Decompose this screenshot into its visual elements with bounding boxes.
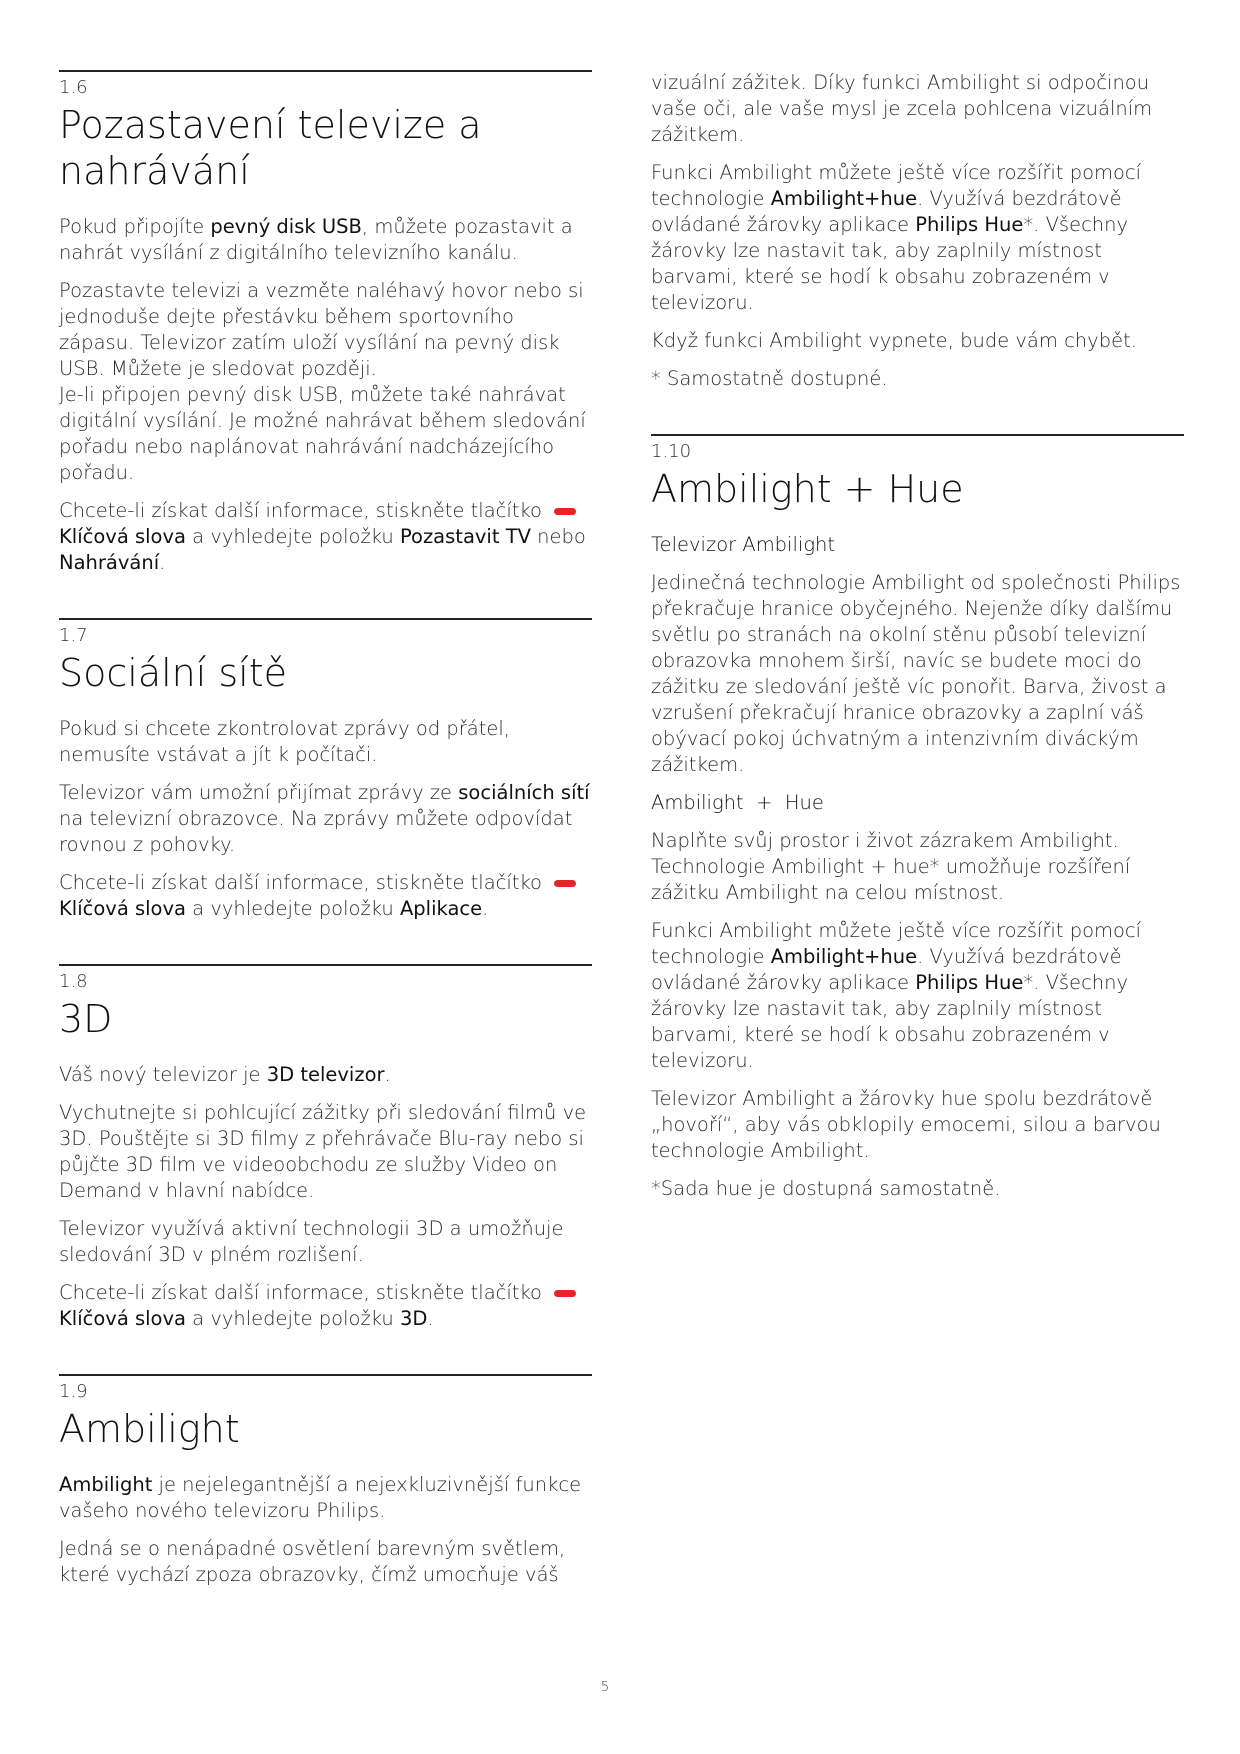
highlight-text: pevný disk USB	[210, 215, 362, 238]
section-number: 1.10	[651, 441, 692, 462]
section-title: Pozastavení televize a nahrávání	[59, 103, 482, 193]
text: je nejelegantnější a nejexkluzivnější funkce vašeho nového televizoru Philips.	[59, 1473, 582, 1522]
text: . Využívá bezdrátově ovládané žárovky aplikace	[651, 945, 1122, 994]
paragraph: Naplňte svůj prostor i život zázrakem Ambilight. Technologie Ambilight + hue* umožňuje rozšíření zážitku Ambilight na celou místnost.	[651, 829, 1131, 904]
text: Televizor vám umožní přijímat zprávy ze	[59, 781, 459, 804]
highlight-text: Klíčová slova	[59, 897, 186, 920]
text: Ambilight	[651, 791, 744, 814]
text: Funkci Ambilight můžete ještě více rozšířit pomocí technologie	[651, 919, 1142, 968]
paragraph	[59, 1472, 592, 1524]
section-rule	[59, 70, 592, 98]
section-pause-recording	[59, 70, 592, 576]
section-number: 1.8	[59, 971, 88, 992]
highlight-text: Pozastavit TV	[399, 525, 531, 548]
text: , můžete pozastavit a nahrát vysílání z digitálního televizního kanálu.	[59, 215, 573, 264]
section-title: Ambilight	[59, 1407, 240, 1451]
text: *. Všechny žárovky lze nastavit tak, aby zaplnily místnost barvami, které se hodí k obsahu zobrazeném v televizoru.	[651, 213, 1129, 314]
paragraph: Když funkci Ambilight vypnete, bude vám chybět.	[651, 329, 1137, 352]
section-rule	[59, 618, 592, 646]
footnote: * Samostatně dostupné.	[651, 367, 888, 390]
text: Váš nový televizor je	[59, 1063, 267, 1086]
text: *. Všechny žárovky lze nastavit tak, aby zaplnily místnost barvami, které se hodí k obsahu zobrazeném v televizoru.	[651, 971, 1129, 1072]
red-key-icon	[554, 508, 576, 515]
footnote: *Sada hue je dostupná samostatně.	[651, 1177, 1001, 1200]
text: .	[482, 897, 489, 920]
paragraph	[651, 918, 1184, 1074]
highlight-text: 3D televizor	[266, 1063, 385, 1086]
text: .	[427, 1307, 434, 1330]
highlight-text: Ambilight+hue	[770, 187, 918, 210]
right-column	[651, 70, 1184, 1244]
section-rule	[59, 964, 592, 992]
red-key-icon	[554, 880, 576, 887]
paragraph	[59, 214, 592, 266]
text: a vyhledejte položku	[185, 525, 400, 548]
text: a vyhledejte položku	[185, 897, 400, 920]
highlight-text: Nahrávání	[59, 551, 160, 574]
text: Pokud připojíte	[59, 215, 211, 238]
section-social-networks	[59, 618, 592, 922]
paragraph	[651, 160, 1184, 316]
red-key-icon	[554, 1290, 576, 1297]
section-number: 1.7	[59, 625, 88, 646]
paragraph	[59, 1062, 592, 1088]
highlight-text: Aplikace	[399, 897, 483, 920]
text: +	[756, 791, 773, 814]
text: Chcete-li získat další informace, stiskněte tlačítko	[59, 499, 542, 522]
text: nebo	[530, 525, 586, 548]
text: Chcete-li získat další informace, stiskněte tlačítko	[59, 871, 542, 894]
text: .	[159, 551, 166, 574]
paragraph: Pokud si chcete zkontrolovat zprávy od přátel, nemusíte vstávat a jít k počítači.	[59, 717, 510, 766]
section-number: 1.9	[59, 1381, 88, 1402]
text: Chcete-li získat další informace, stiskněte tlačítko	[59, 1281, 542, 1304]
paragraph	[59, 780, 592, 858]
section-number: 1.6	[59, 77, 88, 98]
text: a vyhledejte položku	[185, 1307, 400, 1330]
section-title: 3D	[59, 997, 113, 1041]
paragraph: Televizor Ambilight a žárovky hue spolu bezdrátově „hovoří“, aby vás obklopily emocemi, silou a barvou technologie Ambilight.	[651, 1087, 1161, 1162]
highlight-text: Philips Hue	[915, 213, 1024, 236]
paragraph: Televizor využívá aktivní technologii 3D a umožňuje sledování 3D v plném rozlišení.	[59, 1217, 564, 1266]
highlight-text: 3D	[399, 1307, 428, 1330]
subheading	[651, 790, 1184, 816]
paragraph: Jedná se o nenápadné osvětlení barevným světlem, které vychází zpoza obrazovky, čímž umocňuje váš	[59, 1537, 566, 1586]
highlight-text: Ambilight	[59, 1473, 153, 1496]
section-ambilight	[59, 1374, 592, 1588]
paragraph	[59, 870, 592, 922]
section-rule	[59, 1374, 592, 1402]
paragraph: Vychutnejte si pohlcující zážitky při sledování filmů ve 3D. Pouštějte si 3D filmy z přehrávače Blu-ray nebo si půjčte 3D film ve videoobchodu ze služby Video on Demand v hlavní nabídce.	[59, 1101, 587, 1202]
page-number: 5	[600, 1680, 610, 1695]
text: . Využívá bezdrátově ovládané žárovky aplikace	[651, 187, 1122, 236]
left-column	[59, 70, 592, 1630]
highlight-text: Klíčová slova	[59, 1307, 186, 1330]
paragraph	[59, 1280, 592, 1332]
paragraph: vizuální zážitek. Díky funkci Ambilight si odpočinou vaše oči, ale vaše mysl je zcela pohlcena vizuálním zážitkem.	[651, 71, 1153, 146]
section-title: Ambilight + Hue	[651, 467, 964, 511]
section-rule	[651, 434, 1184, 462]
text: .	[384, 1063, 391, 1086]
text: na televizní obrazovce. Na zprávy můžete odpovídat rovnou z pohovky.	[59, 807, 573, 856]
subheading: Televizor Ambilight	[651, 533, 836, 556]
section-title: Sociální sítě	[59, 651, 288, 695]
section-3d	[59, 964, 592, 1332]
highlight-text: Ambilight+hue	[770, 945, 918, 968]
text: Hue	[784, 791, 824, 814]
paragraph	[59, 278, 592, 486]
highlight-text: Philips Hue	[915, 971, 1024, 994]
text: Funkci Ambilight můžete ještě více rozšířit pomocí technologie	[651, 161, 1142, 210]
section-ambilight-continued	[651, 70, 1184, 392]
section-ambilight-hue	[651, 434, 1184, 1202]
text: Pozastavte televizi a vezměte naléhavý hovor nebo si jednoduše dejte přestávku během sportovního zápasu. Televizor zatím uloží vysílání na pevný disk USB. Můžete je sledovat později.	[59, 279, 584, 380]
paragraph: Jedinečná technologie Ambilight od společnosti Philips překračuje hranice obyčejného. Nejenže díky dalšímu světlu po stranách na okolní stěnu působí televizní obrazovka mnohem širší, navíc se budete moci do zážitku ze sledování ještě víc ponořit. Barva, živost a vzrušení překračují hranice obrazovky a zaplní váš obývací pokoj úchvatným a intenzivním diváckým zážitkem.	[651, 571, 1181, 776]
highlight-text: Klíčová slova	[59, 525, 186, 548]
highlight-text: sociálních sítí	[458, 781, 590, 804]
paragraph	[59, 498, 592, 576]
text: Je-li připojen pevný disk USB, můžete také nahrávat digitální vysílání. Je možné nahrávat během sledování pořadu nebo naplánovat nahrávání nadcházejícího pořadu.	[59, 383, 586, 484]
